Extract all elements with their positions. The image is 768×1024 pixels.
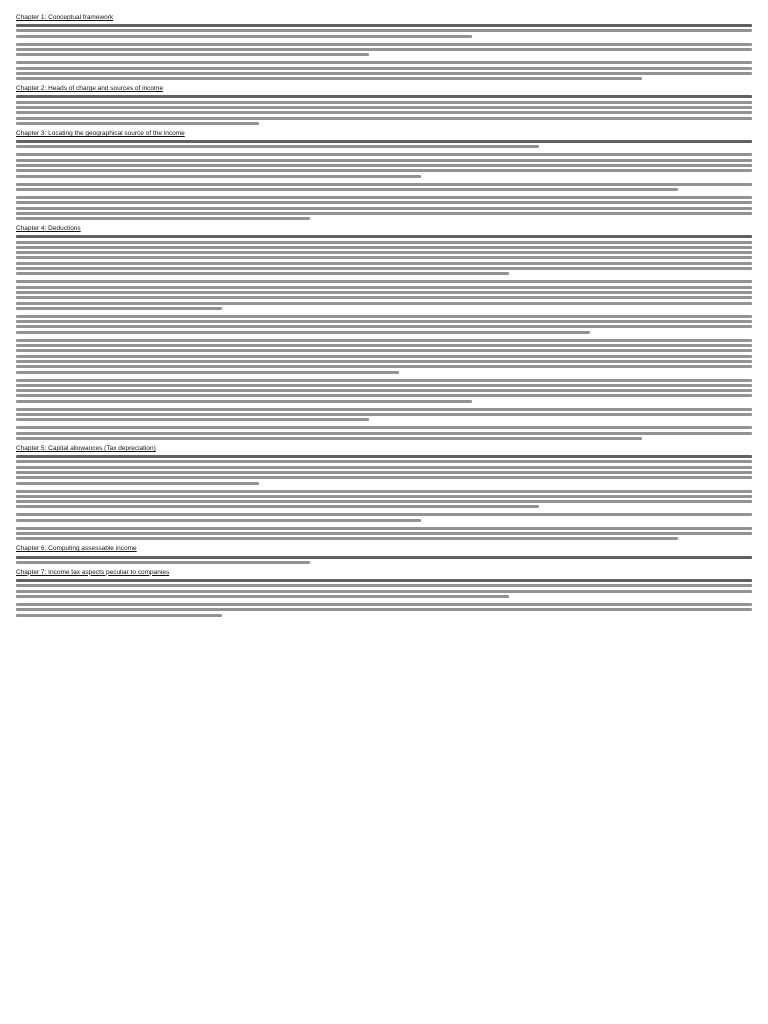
text-line: [16, 145, 539, 148]
text-line: [16, 77, 642, 80]
paragraph: [16, 556, 752, 564]
text-line: [16, 331, 590, 334]
text-line: [16, 505, 539, 508]
text-line: [16, 315, 752, 318]
text-line: [16, 339, 752, 342]
text-line: [16, 371, 399, 374]
paragraph: [16, 95, 752, 124]
text-line: [16, 256, 752, 259]
text-line: [16, 117, 752, 120]
text-line: [16, 320, 752, 323]
text-line: [16, 527, 752, 530]
paragraph: [16, 196, 752, 220]
paragraph: [16, 43, 752, 57]
text-line: [16, 164, 752, 167]
text-line: [16, 72, 752, 75]
text-line: [16, 122, 259, 125]
paragraph: [16, 513, 752, 521]
paragraph: [16, 455, 752, 484]
text-line: [16, 175, 421, 178]
section-s7: [16, 569, 752, 617]
text-line: [16, 349, 752, 352]
text-line: [16, 418, 369, 421]
text-line: [16, 159, 752, 162]
text-line: [16, 235, 752, 238]
text-line: [16, 251, 752, 254]
text-line: [16, 267, 752, 270]
text-line: [16, 513, 752, 516]
section-s5: [16, 445, 752, 540]
paragraph: [16, 61, 752, 80]
text-line: [16, 432, 752, 435]
text-line: [16, 153, 752, 156]
text-line: [16, 272, 509, 275]
text-line: [16, 579, 752, 582]
text-line: [16, 29, 752, 32]
paragraph: [16, 490, 752, 509]
text-line: [16, 426, 752, 429]
section-s6: [16, 545, 752, 563]
text-line: [16, 590, 752, 593]
text-line: [16, 307, 222, 310]
text-line: [16, 67, 752, 70]
text-line: [16, 207, 752, 210]
text-line: [16, 389, 752, 392]
text-line: [16, 291, 752, 294]
text-line: [16, 201, 752, 204]
text-line: [16, 471, 752, 474]
text-line: [16, 476, 752, 479]
section-s3: [16, 130, 752, 220]
text-line: [16, 500, 752, 503]
text-line: [16, 561, 310, 564]
paragraph: [16, 235, 752, 275]
text-line: [16, 101, 752, 104]
text-line: [16, 455, 752, 458]
text-line: [16, 408, 752, 411]
text-line: [16, 188, 678, 191]
paragraph: [16, 603, 752, 617]
paragraph: [16, 379, 752, 403]
text-line: [16, 603, 752, 606]
text-line: [16, 280, 752, 283]
text-line: [16, 43, 752, 46]
paragraph: [16, 426, 752, 440]
section-s4: [16, 225, 752, 440]
text-line: [16, 584, 752, 587]
text-line: [16, 614, 222, 617]
text-line: [16, 48, 752, 51]
text-line: [16, 400, 472, 403]
section-heading: Chapter 6: Computing assessable income: [16, 545, 137, 553]
paragraph: [16, 280, 752, 309]
text-line: [16, 437, 642, 440]
text-line: [16, 413, 752, 416]
text-line: [16, 360, 752, 363]
text-line: [16, 302, 752, 305]
paragraph: [16, 339, 752, 374]
text-line: [16, 106, 752, 109]
text-line: [16, 394, 752, 397]
text-line: [16, 61, 752, 64]
text-line: [16, 379, 752, 382]
paragraph: [16, 140, 752, 148]
paragraph: [16, 408, 752, 422]
text-line: [16, 169, 752, 172]
text-line: [16, 344, 752, 347]
text-line: [16, 365, 752, 368]
text-line: [16, 460, 752, 463]
text-line: [16, 325, 752, 328]
section-s2: [16, 85, 752, 125]
text-line: [16, 495, 752, 498]
text-line: [16, 296, 752, 299]
text-line: [16, 196, 752, 199]
section-heading: Chapter 7: Income tax aspects peculiar to companies: [16, 568, 170, 576]
text-line: [16, 286, 752, 289]
section-s1: [16, 14, 752, 80]
text-line: [16, 490, 752, 493]
text-line: [16, 384, 752, 387]
text-line: [16, 35, 472, 38]
text-line: [16, 537, 678, 540]
section-heading: Chapter 4: Deductions: [16, 225, 81, 233]
paragraph: [16, 579, 752, 598]
text-line: [16, 246, 752, 249]
text-line: [16, 262, 752, 265]
text-line: [16, 482, 259, 485]
paragraph: [16, 24, 752, 38]
paragraph: [16, 183, 752, 191]
text-line: [16, 212, 752, 215]
text-line: [16, 595, 509, 598]
text-line: [16, 241, 752, 244]
text-line: [16, 183, 752, 186]
text-line: [16, 217, 310, 220]
text-line: [16, 111, 752, 114]
text-line: [16, 532, 752, 535]
section-heading: Chapter 1: Conceptual framework: [16, 14, 114, 21]
text-line: [16, 140, 752, 143]
text-line: [16, 24, 752, 27]
paragraph: [16, 527, 752, 541]
text-line: [16, 519, 421, 522]
section-heading: Chapter 3: Locating the geographical source of the income: [16, 129, 185, 137]
text-line: [16, 556, 752, 559]
text-line: [16, 466, 752, 469]
paragraph: [16, 153, 752, 177]
section-heading: Chapter 5: Capital allowances (Tax depreciation): [16, 444, 156, 452]
section-heading: Chapter 2: Heads of charge and sources of income: [16, 85, 164, 93]
text-line: [16, 355, 752, 358]
paragraph: [16, 315, 752, 334]
text-line: [16, 95, 752, 98]
text-line: [16, 608, 752, 611]
text-line: [16, 53, 369, 56]
